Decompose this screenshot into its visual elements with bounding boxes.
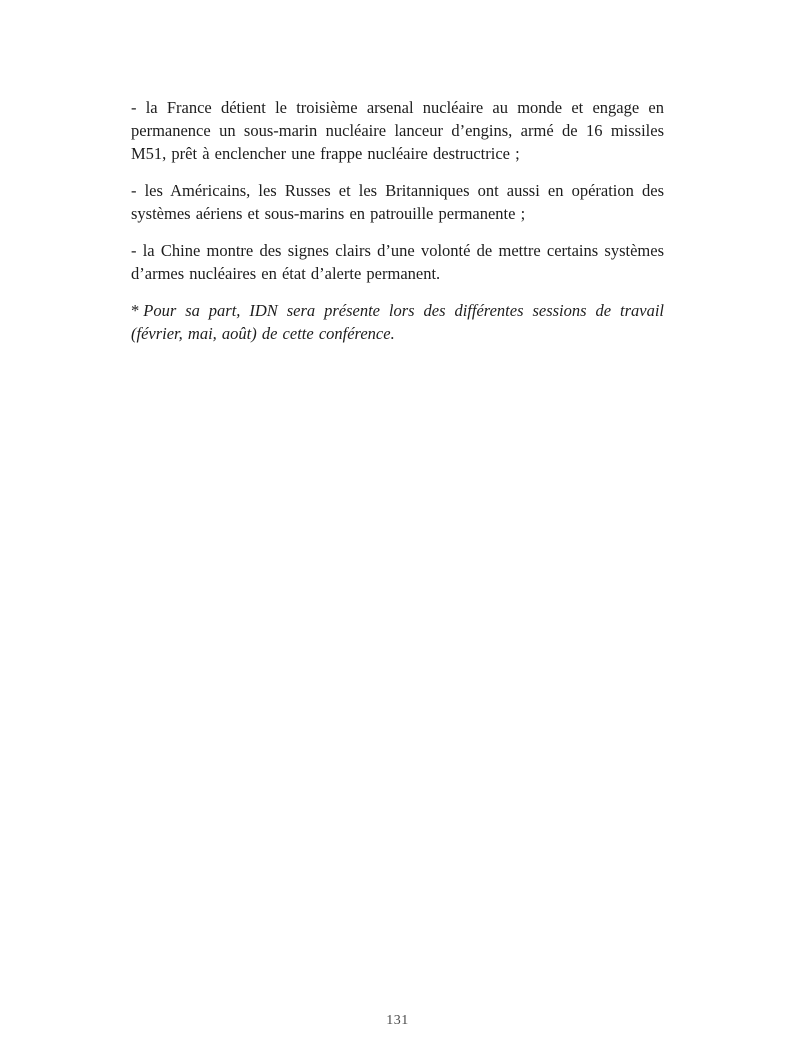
page-body-text [131,96,664,359]
footnote-marker: * [131,301,140,320]
footnote-text: Pour sa part, IDN sera présente lors des différentes sessions de travail (février, mai, août) de cette conférence. [131,301,664,343]
paragraph-france-arsenal: - la France détient le troisième arsenal nucléaire au monde et engage en permanence un sous-marin nucléaire lanceur d’engins, armé de 16 missiles M51, prêt à enclencher une frappe nucléaire destructrice ; [131,98,664,163]
paragraph-chine-alerte: - la Chine montre des signes clairs d’une volonté de mettre certains systèmes d’armes nucléaires en état d’alerte permanent. [131,241,664,283]
page-footer [0,1011,795,1029]
footnote-paragraph [131,299,664,345]
paragraph-americains-russes-britanniques: - les Américains, les Russes et les Britanniques ont aussi en opération des systèmes aériens et sous-marins en patrouille permanente ; [131,181,664,223]
page-number: 131 [386,1013,409,1028]
